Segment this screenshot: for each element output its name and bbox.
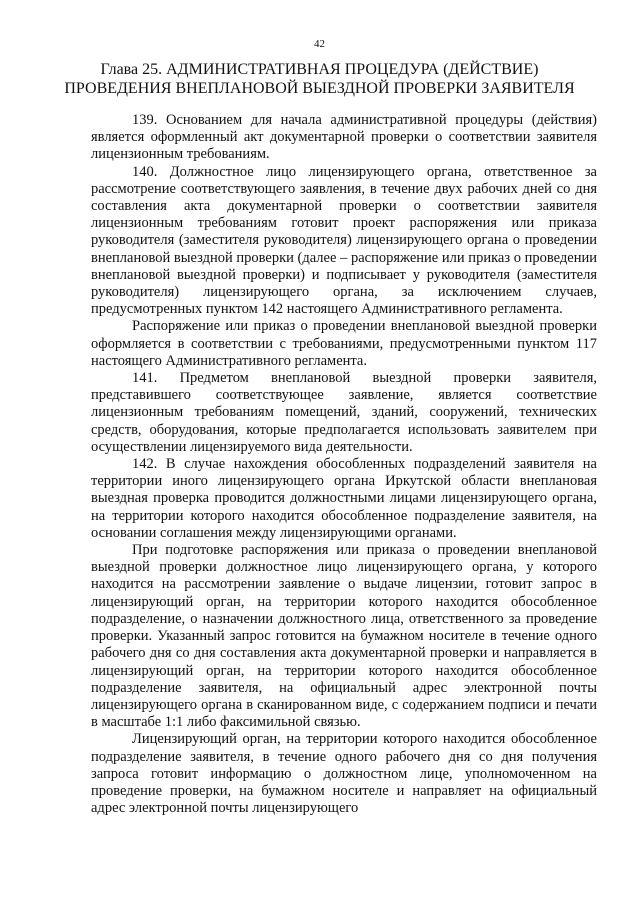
paragraph-licensing-body-response: Лицензирующий орган, на территории которого находится обособленное подразделение заявителя, в течение одного рабочего дня со дня получения запроса готовит информацию о должностном лице, уполномоченном на проведение проверки, на бумажном носителе и направляет на официальный адрес электронной почты лицензирующего [91, 731, 597, 817]
page-number: 42 [314, 38, 325, 50]
chapter-title: Глава 25. АДМИНИСТРАТИВНАЯ ПРОЦЕДУРА (ДЕЙСТВИЕ) ПРОВЕДЕНИЯ ВНЕПЛАНОВОЙ ВЫЕЗДНОЙ ПРОВЕРКИ ЗАЯВИТЕЛЯ [64, 61, 575, 97]
paragraph-140: 140. Должностное лицо лицензирующего органа, ответственное за рассмотрение соответствующего заявления, в течение двух рабочих дней со дня составления акта документарной проверки о соответствии заявителя лицензионным требованиям готовит проект распоряжения или приказа руководителя (заместителя руководителя) лицензирующего органа о проведении внеплановой выездной проверки (далее – распоряжение или приказ о проведении внеплановой выездной проверки) и подписывает у руководителя (заместителя руководителя) лицензирующего органа, за исключением случаев, предусмотренных пунктом 142 настоящего Административного регламента. [91, 163, 597, 318]
paragraph-142: 142. В случае нахождения обособленных подразделений заявителя на территории иного лицензирующего органа Иркутской области внеплановая выездная проверка проводится должностными лицами лицензирующего органа, на территории которого находится обособленное подразделение заявителя, на основании соглашения между лицензирующими органами. [91, 456, 597, 541]
paragraph-139: 139. Основанием для начала административной процедуры (действия) является оформленный акт документарной проверки о соответствии заявителя лицензионным требованиям. [91, 112, 597, 163]
paragraph-141: 141. Предметом внеплановой выездной проверки заявителя, представившего соответствующее заявление, является соответствие лицензионным требованиям помещений, зданий, сооружений, технических средств, оборудования, которые предполагается использовать заявителем при осуществлении лицензируемого вида деятельности. [91, 370, 597, 455]
paragraph-order-formalization: Распоряжение или приказ о проведении внеплановой выездной проверки оформляется в соответствии с требованиями, предусмотренными пунктом 117 настоящего Административного регламента. [91, 318, 597, 369]
paragraph-request-preparation: При подготовке распоряжения или приказа о проведении внеплановой выездной проверки должностное лицо лицензирующего органа, у которого находится на рассмотрении заявление о выдаче лицензии, готовит запрос в лицензирующий орган, на территории которого находится обособленное подразделение, о назначении должностного лица, ответственного за проведение проверки. Указанный запрос готовится на бумажном носителе в течение одного рабочего дня со дня составления акта документарной проверки и направляется в лицензирующий орган, на территории которого находится обособленное подразделение заявителя, на официальный адрес электронной почты лицензирующего органа в сканированном виде, с содержанием подписи и печати в масштабе 1:1 либо факсимильной связью. [91, 542, 597, 731]
document-body [91, 112, 597, 817]
